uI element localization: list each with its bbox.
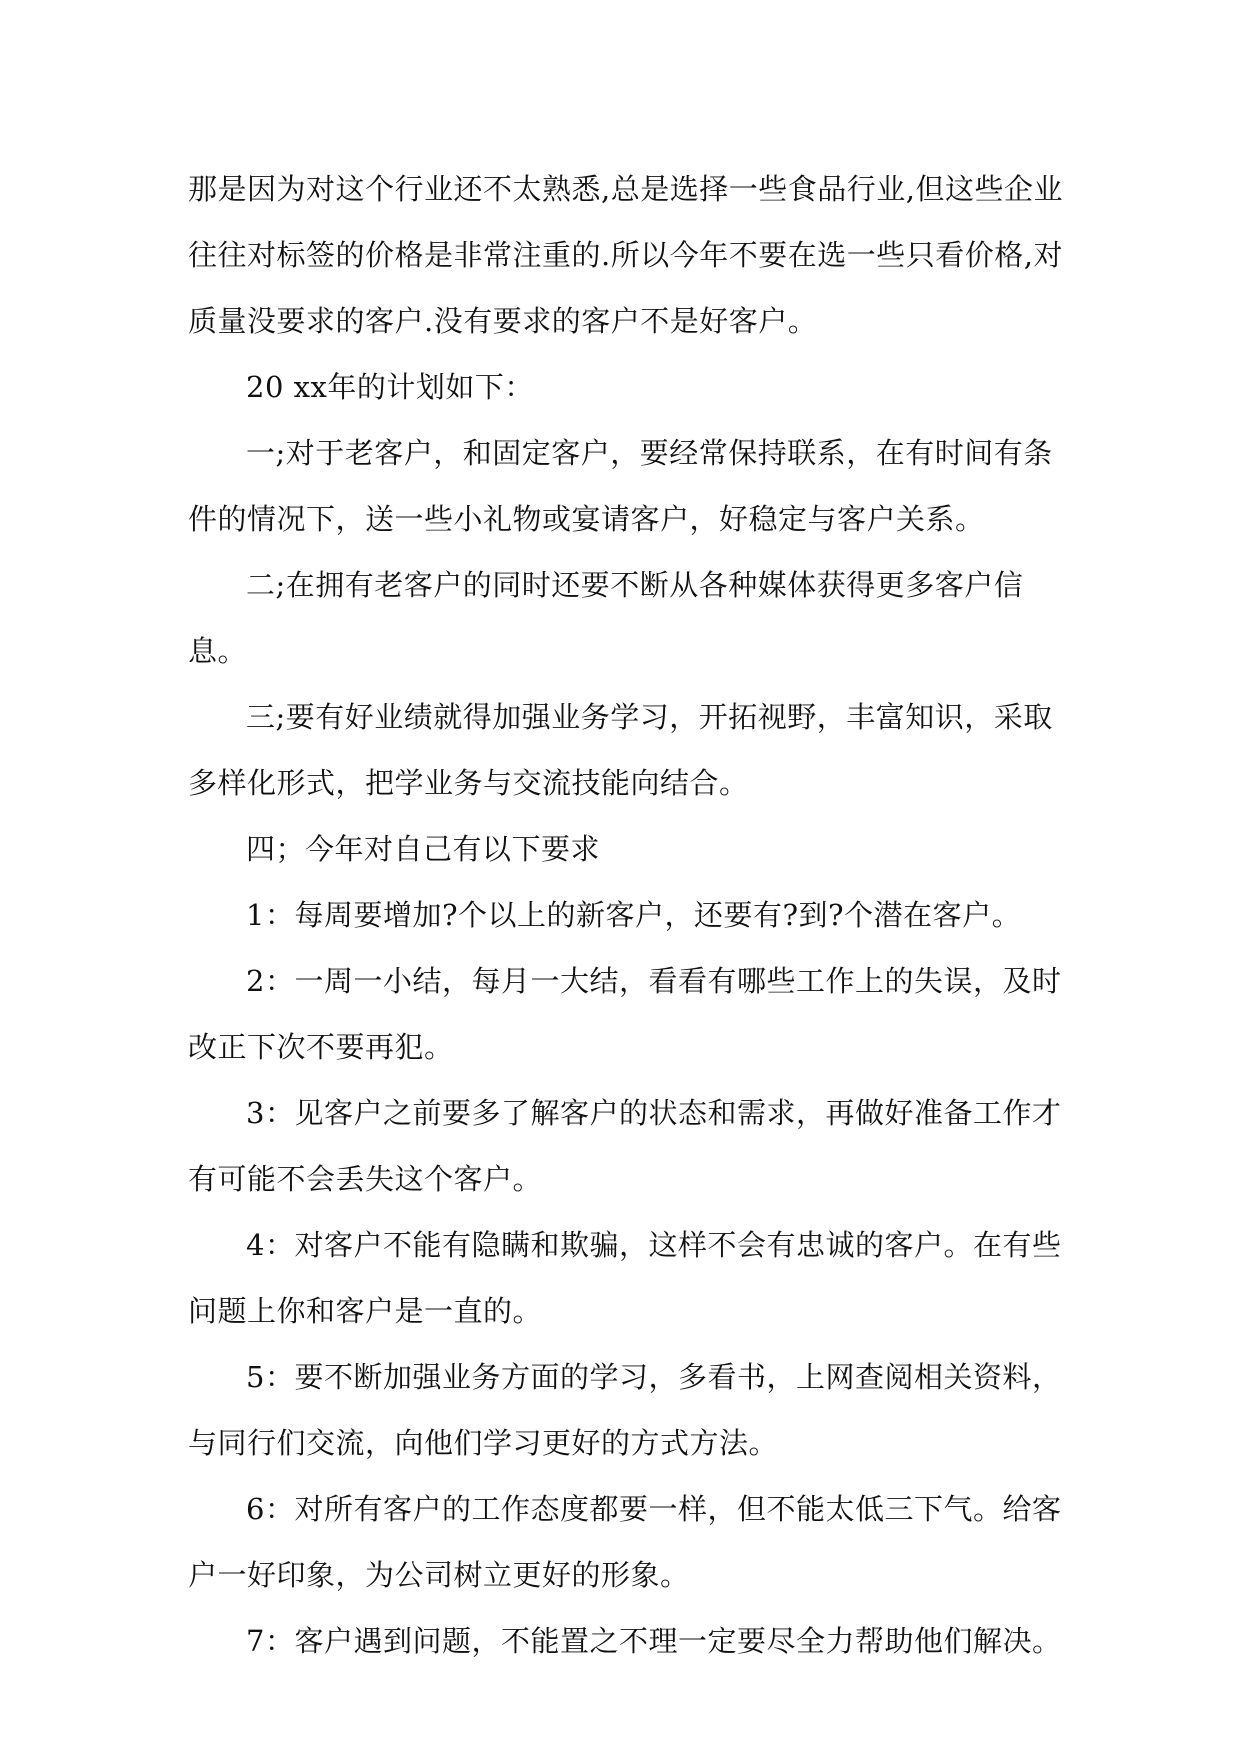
paragraph-req-2: 2：一周一小结，每月一大结，看看有哪些工作上的失误，及时改正下次不要再犯。: [188, 964, 1062, 1064]
paragraph-req-3: 3：见客户之前要多了解客户的状态和需求，再做好准备工作才有可能不会丢失这个客户。: [188, 1096, 1062, 1196]
paragraph-item-4: 四；今年对自己有以下要求: [246, 832, 601, 866]
document-body: [188, 156, 1068, 1674]
paragraph-item-1: 一;对于老客户，和固定客户，要经常保持联系，在有时间有条件的情况下，送一些小礼物或宴请客户，好稳定与客户关系。: [188, 436, 1053, 536]
paragraph-plan-heading: 20 xx年的计划如下：: [246, 370, 534, 404]
paragraph-item-2: 二;在拥有老客户的同时还要不断从各种媒体获得更多客户信息。: [188, 568, 1024, 668]
paragraph-req-7: 7：客户遇到问题，不能置之不理一定要尽全力帮助他们解决。: [246, 1624, 1062, 1658]
paragraph-req-4: 4：对客户不能有隐瞒和欺骗，这样不会有忠诚的客户。在有些问题上你和客户是一直的。: [188, 1228, 1062, 1328]
paragraph-item-3: 三;要有好业绩就得加强业务学习，开拓视野，丰富知识，采取多样化形式，把学业务与交流技能向结合。: [188, 700, 1053, 800]
paragraph-req-1: 1：每周要增加?个以上的新客户，还要有?到?个潜在客户。: [246, 898, 1022, 932]
paragraph-req-5: 5：要不断加强业务方面的学习，多看书，上网查阅相关资料，与同行们交流，向他们学习更好的方式方法。: [188, 1360, 1062, 1460]
paragraph-1: 那是因为对这个行业还不太熟悉,总是选择一些食品行业,但这些企业往往对标签的价格是非常注重的.所以今年不要在选一些只看价格,对质量没要求的客户.没有要求的客户不是好客户。: [188, 172, 1063, 338]
paragraph-req-6: 6：对所有客户的工作态度都要一样，但不能太低三下气。给客户一好印象，为公司树立更好的形象。: [188, 1492, 1062, 1592]
